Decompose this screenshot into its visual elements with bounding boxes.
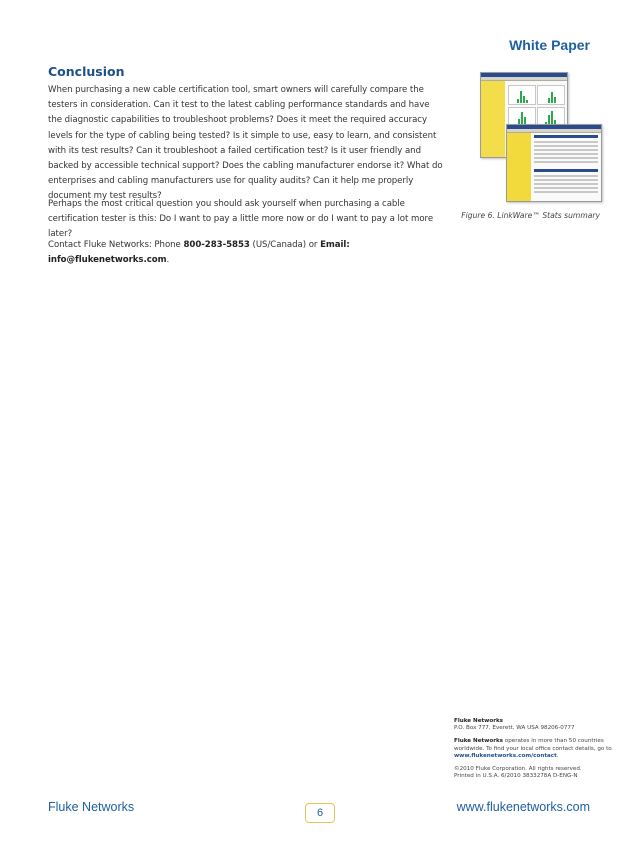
histogram-panel-2 (537, 85, 565, 105)
operations-end: . (556, 752, 559, 759)
footer-website-link[interactable]: www.flukenetworks.com (456, 800, 590, 814)
company-address-block (454, 718, 614, 786)
histogram-panel-1 (508, 85, 536, 105)
contact-email-link[interactable]: Email: info@flukenetworks.com (48, 240, 350, 266)
window-sidebar (507, 133, 531, 201)
operations-text: operates in more than 50 countries worldwide. To find your local office contact details, go to (454, 738, 612, 752)
address-company: Fluke Networks (454, 718, 503, 724)
contact-phone: 800-283-5853 (183, 240, 250, 250)
linkware-stats-figure (480, 72, 602, 202)
conclusion-paragraph-1: When purchasing a new cable certification tool, smart owners will carefully compare the testers in consideration. Can it test to the latest cabling performance standards and have the diagnostic capabilities to troubleshoot problems? Does it meet the required accuracy levels for the type of cabling being tested? Is it simple to use, easy to learn, and consistent with its test results? Can it troubleshoot a failed certification test? Is it user friendly and backed by accessible technical support? Does the cabling manufacturer endorse it? What do enterprises and cabling manufacturers use for quality audits? Can it help me properly document my test results? (48, 85, 443, 202)
document-type-title: White Paper (509, 37, 590, 53)
address-paragraph (454, 718, 614, 732)
page-number: 6 (305, 803, 335, 823)
address-po-box: P.O. Box 777, Everett, WA USA 98206-0777 (454, 725, 575, 732)
contact-suffix: . (166, 255, 170, 266)
contact-paragraph (48, 238, 468, 268)
contact-prefix: Contact Fluke Networks: Phone (48, 240, 184, 250)
section-heading: Conclusion (48, 64, 125, 79)
window-sidebar (481, 81, 505, 157)
copyright-text: ©2010 Fluke Corporation. All rights reserved. (454, 766, 582, 773)
contact-page-link[interactable]: www.flukenetworks.com/contact (454, 752, 557, 759)
contact-mid: (US/Canada) or (249, 240, 321, 250)
operations-company: Fluke Networks (454, 738, 503, 745)
figure-caption: Figure 6. LinkWare™ Stats summary (461, 211, 600, 220)
printed-text: Printed in U.S.A. 6/2010 3833278A D-ENG-N (454, 773, 578, 780)
linkware-window-summary-table (506, 124, 602, 202)
footer-company-name: Fluke Networks (48, 800, 135, 814)
copyright-paragraph (454, 766, 614, 780)
operations-paragraph (454, 738, 614, 760)
conclusion-paragraph-2: Perhaps the most critical question you should ask yourself when purchasing a cable certification tester is this: Do I want to pay a little more now or do I want to pay a lot more later? (48, 199, 434, 240)
